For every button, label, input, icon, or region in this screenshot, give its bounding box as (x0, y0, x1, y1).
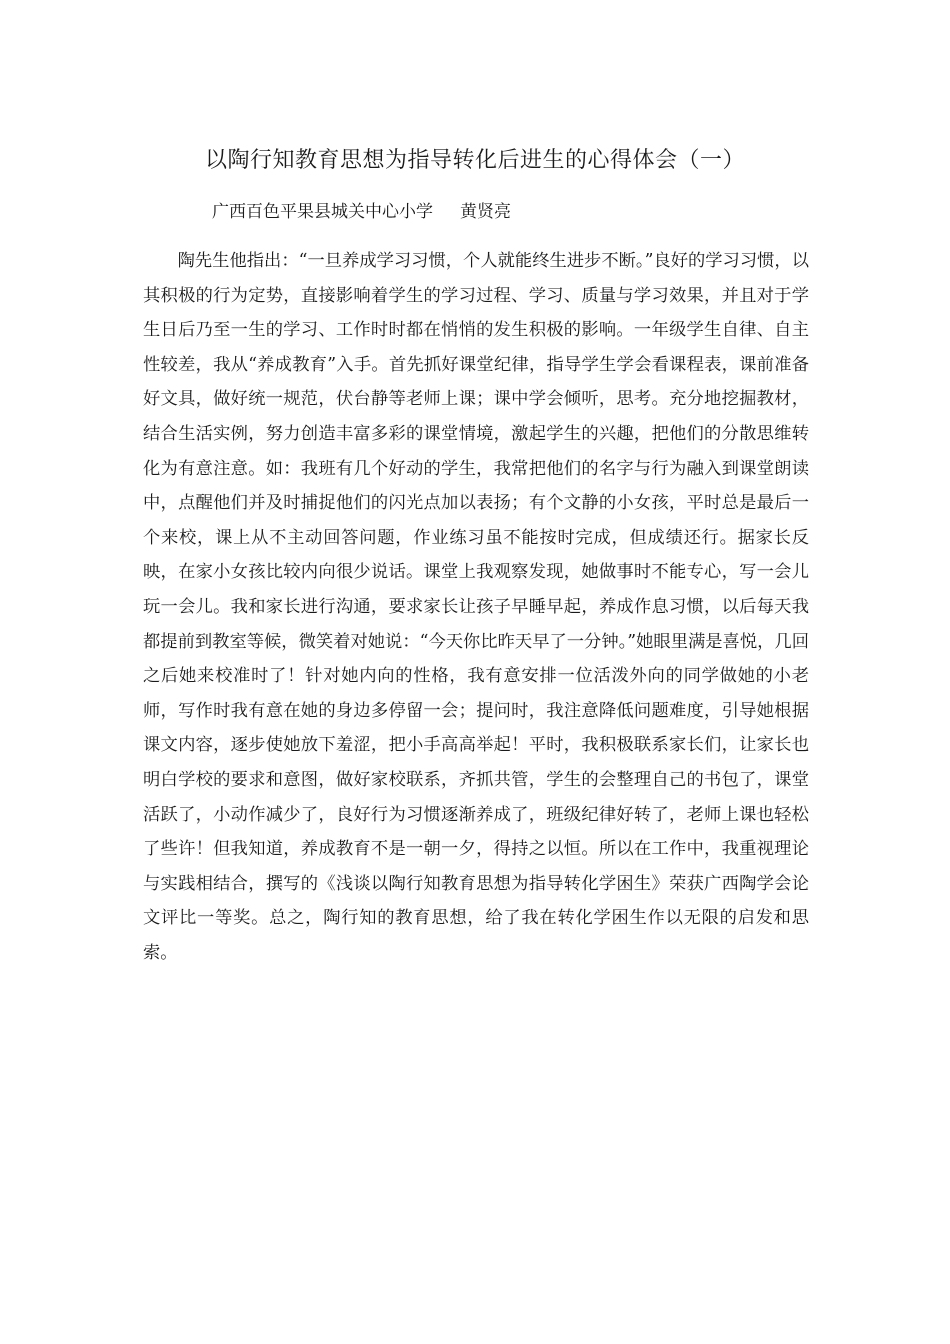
author-byline: 广西百色平果县城关中心小学 黄贤亮 (212, 202, 512, 222)
body-paragraph: 陶先生他指出：“一旦养成学习习惯，个人就能终生进步不断。”良好的学习习惯，以其积极的行为定势，直接影响着学生的学习过程、学习、质量与学习效果，并且对于学生日后乃至一生的学习、工作时时都在悄悄的发生积极的影响。一年级学生自律、自主性较差，我从“养成教育”入手。首先抓好课堂纪律，指导学生学会看课程表，课前准备好文具，做好统一规范，伏台静等老师上课；课中学会倾听，思考。充分地挖掘教材，结合生活实例，努力创造丰富多彩的课堂情境，激起学生的兴趣，把他们的分散思维转化为有意注意。如：我班有几个好动的学生，我常把他们的名字与行为融入到课堂朗读中，点醒他们并及时捕捉他们的闪光点加以表扬；有个文静的小女孩，平时总是最后一个来校，课上从不主动回答问题，作业练习虽不能按时完成，但成绩还行。据家长反映，在家小女孩比较内向很少说话。课堂上我观察发现，她做事时不能专心，写一会儿玩一会儿。我和家长进行沟通，要求家长让孩子早睡早起，养成作息习惯，以后每天我都提前到教室等候，微笑着对她说：“今天你比昨天早了一分钟。”她眼里满是喜悦，几回之后她来校准时了！针对她内向的性格，我有意安排一位活泼外向的同学做她的小老师，写作时我有意在她的身边多停留一会；提问时，我注意降低问题难度，引导她根据课文内容，逐步使她放下羞涩，把小手高高举起！平时，我积极联系家长们，让家长也明白学校的要求和意图，做好家校联系，齐抓共管，学生的会整理自己的书包了，课堂活跃了，小动作减少了，良好行为习惯逐渐养成了，班级纪律好转了，老师上课也轻松了些许！但我知道，养成教育不是一朝一夕，得持之以恒。所以在工作中，我重视理论与实践相结合，撰写的《浅谈以陶行知教育思想为指导转化学困生》荣获广西陶学会论文评比一等奖。总之，陶行知的教育思想，给了我在转化学困生作以无限的启发和思索。 (143, 251, 809, 963)
document-title: 以陶行知教育思想为指导转化后进生的心得体会（一） (204, 148, 745, 173)
